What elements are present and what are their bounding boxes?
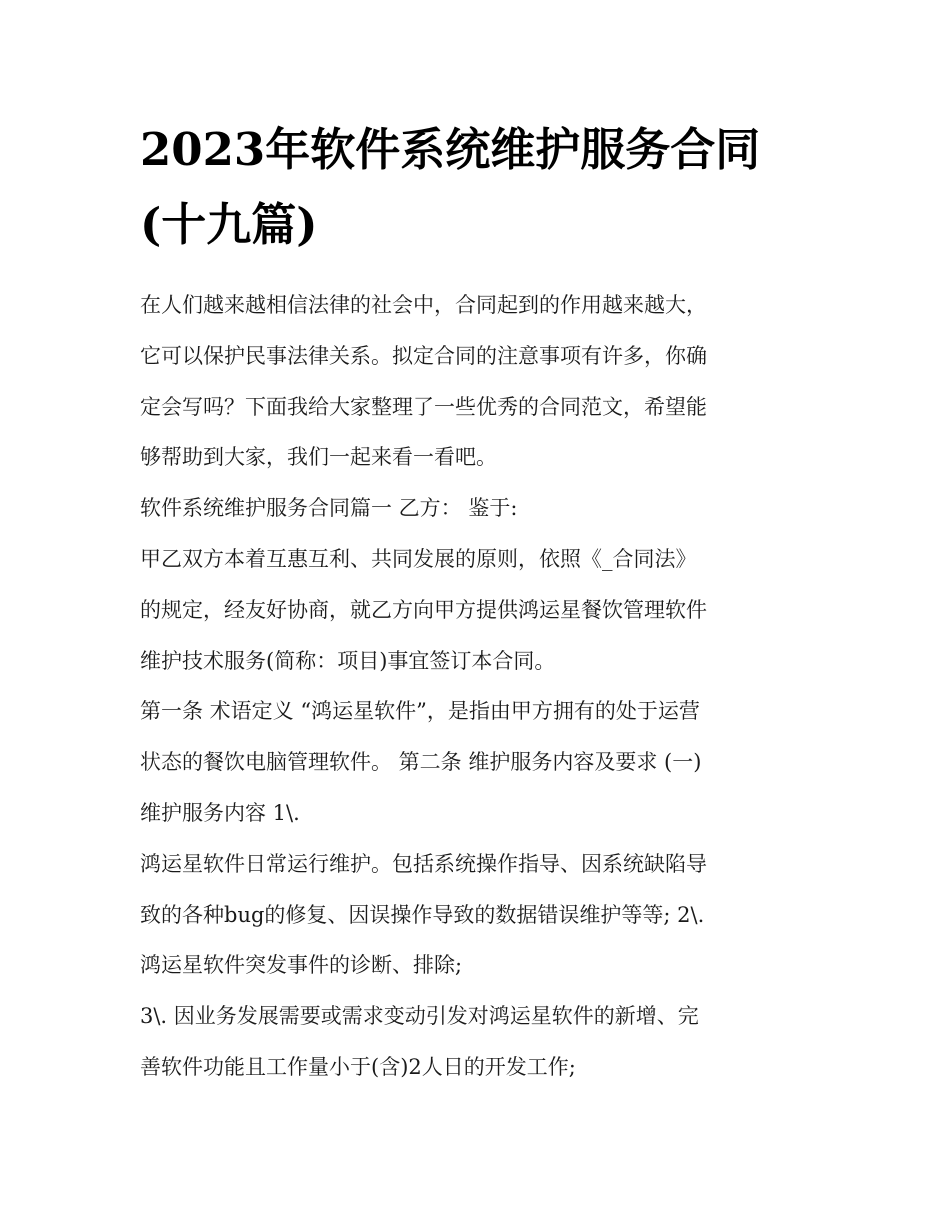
- title-line-1: 2023年软件系统维护服务合同: [140, 123, 761, 176]
- body-line: 在人们越来越相信法律的社会中，合同起到的作用越来越大，: [140, 293, 707, 317]
- body-line: 善软件功能且工作量小于(含)2人日的开发工作;: [140, 1054, 576, 1079]
- body-line: 鸿运星软件突发事件的诊断、排除;: [140, 953, 463, 978]
- body-line: 致的各种bug的修复、因误操作导致的数据错误维护等等; 2\.: [140, 902, 705, 927]
- body-line: 第一条 术语定义 “鸿运星软件”，是指由甲方拥有的处于运营: [140, 699, 700, 724]
- body-line: 维护技术服务(简称：项目)事宜签订本合同。: [140, 648, 556, 673]
- body-line: 软件系统维护服务合同篇一 乙方： 鉴于:: [140, 496, 518, 521]
- body-line: 维护服务内容 1\.: [140, 800, 300, 825]
- body-line: 状态的餐饮电脑管理软件。 第二条 维护服务内容及要求 (一): [140, 750, 702, 775]
- body-line: 定会写吗？下面我给大家整理了一些优秀的合同范文，希望能: [140, 394, 707, 419]
- body-line: 3\. 因业务发展需要或需求变动引发对鸿运星软件的新增、完: [140, 1004, 699, 1029]
- body-line: 的规定，经友好协商，就乙方向甲方提供鸿运星餐饮管理软件: [140, 597, 707, 622]
- document-title: [140, 112, 820, 262]
- body-line: 够帮助到大家，我们一起来看一看吧。: [140, 445, 497, 470]
- title-line-2: (十九篇): [140, 198, 318, 251]
- body-line: 它可以保护民事法律关系。拟定合同的注意事项有许多，你确: [140, 343, 707, 368]
- body-line: 甲乙双方本着互惠互利、共同发展的原则，依照《_合同法》: [140, 546, 697, 571]
- body-line: 鸿运星软件日常运行维护。包括系统操作指导、因系统缺陷导: [140, 851, 707, 876]
- document-body: [140, 280, 820, 1093]
